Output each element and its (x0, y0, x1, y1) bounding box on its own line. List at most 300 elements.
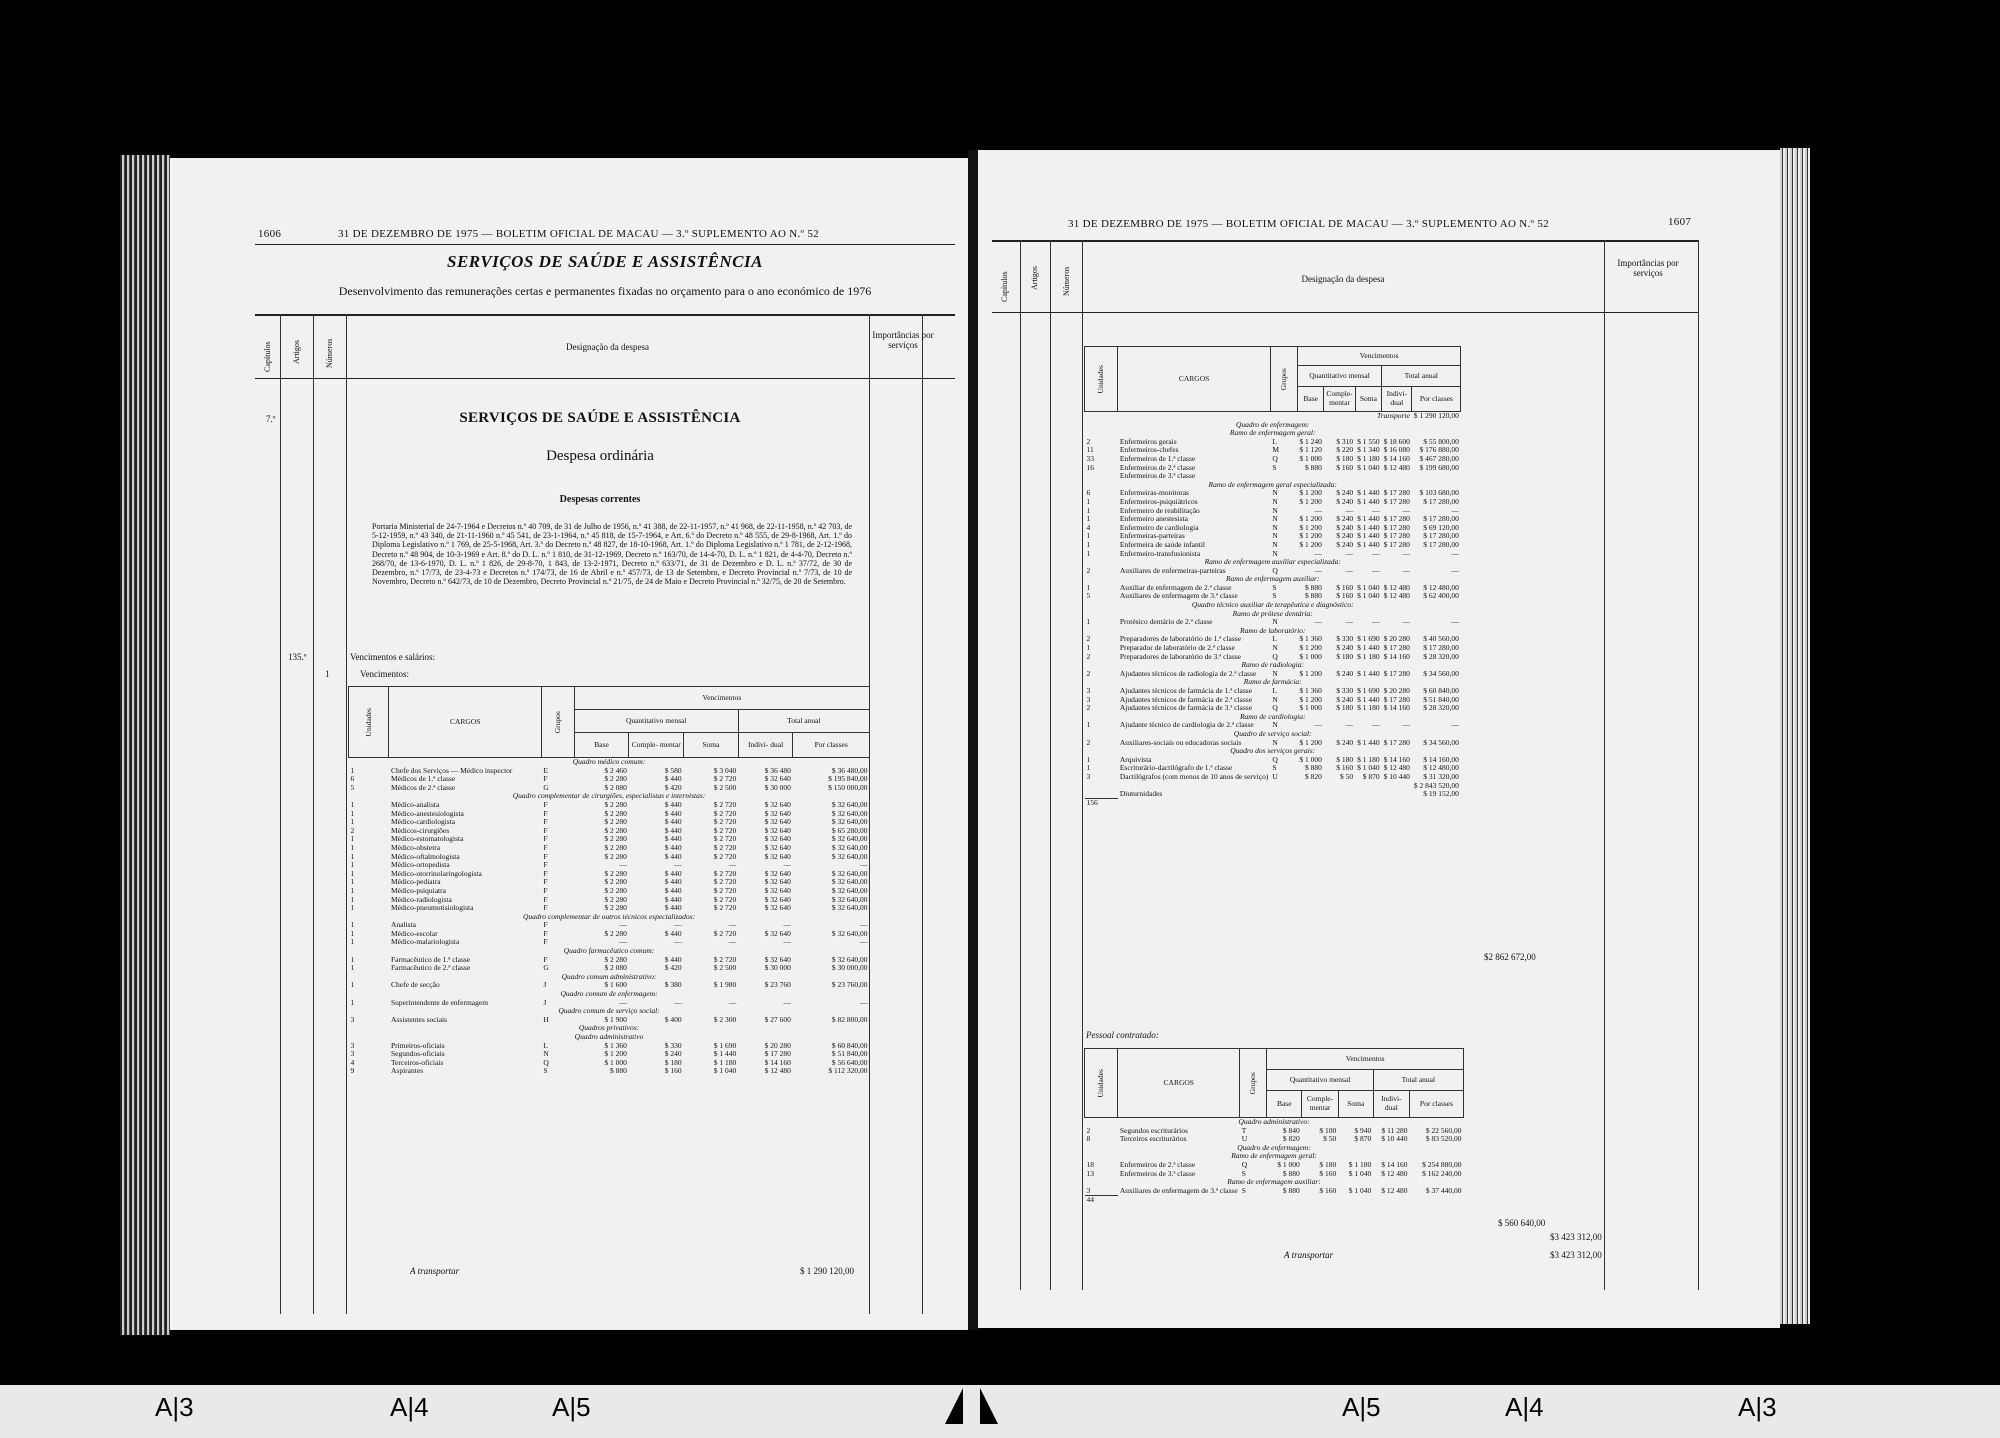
cell-grupo: Q (1272, 565, 1278, 575)
cell-units: 1 (350, 808, 355, 818)
cell-soma: $ 1 440 (1357, 531, 1380, 541)
cell-base: $ 2 080 (604, 782, 627, 792)
th-unidades: Unidades (363, 707, 373, 737)
cell-cargo: Médico-estomatologista (390, 834, 464, 844)
cell-complementar: $ 220 (1336, 445, 1354, 455)
cell-complementar: — (674, 860, 682, 870)
cell-soma: $ 1 440 (1357, 668, 1380, 678)
th-unidades: Unidades (1095, 1068, 1105, 1098)
cell-units: 1 (1086, 514, 1091, 524)
cell-complementar: — (1345, 617, 1354, 627)
cell-units: 1 (350, 868, 355, 878)
table-section-label: Ramo de enfermagem geral: (1229, 428, 1316, 438)
th-por-classes: Por classes (1409, 1091, 1463, 1118)
table-section-label: Quadro comum administrativo: (561, 971, 657, 981)
cell-base: $ 2 280 (604, 774, 627, 784)
th-grupos: Grupos (1247, 1071, 1257, 1095)
cell-units: 33 (1086, 453, 1094, 463)
th-total-anual: Total anual (1373, 1070, 1463, 1091)
cell-individual: $ 32 640 (764, 928, 791, 938)
cell-por-classes: — (860, 860, 868, 870)
cell-base: $ 2 280 (604, 799, 627, 809)
cell-units: 2 (350, 825, 355, 835)
cell-units: 1 (350, 860, 355, 870)
cell-soma: $ 2 720 (713, 885, 737, 895)
table-section-label: Quadro administrativo: (1238, 1117, 1310, 1126)
cell-grupo: N (1272, 720, 1278, 730)
cell-soma: $ 1 180 (1348, 1159, 1372, 1169)
cell-individual: — (1402, 565, 1410, 575)
film-strip (0, 1385, 2000, 1438)
transporte-label: Transporte (1376, 411, 1410, 420)
cell-individual: — (1402, 617, 1410, 627)
cell-complementar: $ 240 (1336, 643, 1354, 653)
cell-cargo: Primeiros-oficiais (390, 1040, 445, 1050)
cell-cargo: Enfermeiros de 2.ª classe (1119, 462, 1196, 472)
cell-base: $ 1 000 (1299, 453, 1322, 463)
cell-base: $ 2 280 (604, 903, 627, 913)
grand-total: $3 423 312,00 (1550, 1232, 1602, 1242)
cell-complementar: $ 440 (664, 834, 682, 844)
col-numeros: Números (325, 338, 334, 368)
cell-soma: $ 2 500 (713, 782, 737, 792)
cell-base: $ 820 (1305, 771, 1322, 781)
running-header: 31 DE DEZEMBRO DE 1975 — BOLETIM OFICIAL DE MACAU — 3.º SUPLEMENTO AO N.º 52 (338, 228, 819, 240)
cell-individual: $ 14 160 (764, 1057, 791, 1067)
cell-units: 2 (1086, 634, 1091, 644)
cell-soma: $ 2 300 (713, 1014, 737, 1024)
cell-cargo: Arquivista (1119, 754, 1152, 764)
cell-soma: $ 1 440 (713, 1049, 737, 1059)
cell-soma: $ 1 040 (1357, 462, 1380, 472)
cell-por-classes: $ 36 480,00 (831, 765, 868, 775)
cell-soma: $ 1 180 (1357, 651, 1380, 661)
cell-base: $ 2 080 (604, 963, 627, 973)
th-grupos: Grupos (552, 710, 562, 734)
table-row (1085, 773, 1461, 782)
cell-soma: $ 2 720 (713, 799, 737, 809)
cell-por-classes: $ 55 800,00 (1423, 436, 1459, 446)
cell-por-classes: $ 82 800,00 (831, 1014, 868, 1024)
cell-soma: $ 2 720 (713, 868, 737, 878)
cell-units: 1 (350, 997, 355, 1007)
cell-individual: $ 17 280 (1383, 496, 1410, 506)
cell-grupo: N (1272, 737, 1278, 747)
cell-cargo: Enfermeiros de 3.ª classe (1119, 471, 1196, 481)
cell-individual: $ 36 480 (764, 765, 791, 775)
cell-soma: $ 1 440 (1357, 488, 1380, 498)
cell-por-classes: $ 17 280,00 (1423, 514, 1459, 524)
cell-complementar: $ 440 (664, 877, 682, 887)
cell-grupo: M (1272, 445, 1279, 455)
cell-grupo: N (1272, 505, 1278, 515)
table-section-label: Quadro médico comum: (572, 757, 646, 766)
cell-grupo: N (1272, 496, 1278, 506)
cell-grupo: U (1272, 771, 1278, 781)
cell-base: $ 2 280 (604, 825, 627, 835)
col-capitulos: Capítulos (263, 341, 272, 372)
cell-grupo: G (543, 782, 549, 792)
cell-soma: $ 1 340 (1357, 445, 1380, 455)
cell-base: $ 1 200 (1299, 514, 1322, 524)
cell-complementar: $ 440 (664, 851, 682, 861)
cell-units: 4 (1086, 522, 1091, 532)
cell-base: — (1314, 505, 1322, 515)
cell-complementar: $ 160 (1319, 1168, 1337, 1178)
cell-grupo: F (543, 937, 548, 947)
cell-por-classes: $ 65 280,00 (831, 825, 868, 835)
th-soma: Soma (1338, 1091, 1373, 1118)
table-row (349, 913, 870, 922)
cell-complementar: — (674, 937, 682, 947)
th-soma: Soma (684, 733, 739, 758)
cell-complementar: $ 240 (1336, 496, 1354, 506)
cell-por-classes: $ 40 560,00 (1423, 634, 1459, 644)
cell-soma: $ 2 720 (713, 808, 737, 818)
cell-soma: $ 1 440 (1357, 514, 1380, 524)
cell-units: 1 (1086, 548, 1091, 558)
cell-base: $ 1 200 (1299, 496, 1322, 506)
cell-por-classes: $ 150 000,00 (828, 782, 868, 792)
cell-complementar: $ 440 (664, 928, 682, 938)
th-complementar: Comple- mentar (629, 733, 684, 758)
cell-base: $ 2 280 (604, 842, 627, 852)
cell-complementar: $ 440 (664, 825, 682, 835)
cell-grupo: F (543, 868, 548, 878)
cell-soma: $ 2 720 (713, 877, 737, 887)
cell-units: 18 (1086, 1159, 1094, 1169)
cell-units: 1 (1086, 720, 1091, 730)
cell-soma: — (1372, 505, 1380, 515)
cell-individual: $ 10 440 (1383, 771, 1410, 781)
a-transportar-label: A transportar (410, 1266, 460, 1276)
cell-base: $ 1 360 (1299, 634, 1322, 644)
cell-soma: $ 2 720 (713, 903, 737, 913)
cell-units: 3 (350, 1049, 355, 1059)
cell-units: 1 (1086, 539, 1091, 549)
cell-units: 3 (1086, 771, 1091, 781)
cell-cargo: Preparadores de laboratório de 1.ª classe (1119, 634, 1242, 644)
cell-individual: $ 32 640 (764, 834, 791, 844)
table-section-label: Quadro de enfermagem: (1237, 1142, 1311, 1152)
cell-grupo: S (1272, 591, 1277, 601)
cell-por-classes: $ 176 880,00 (1419, 445, 1459, 455)
cell-soma: $ 1 440 (1357, 522, 1380, 532)
cell-por-classes: $ 199 680,00 (1419, 462, 1459, 472)
a-transportar-value: $ 1 290 120,00 (800, 1266, 854, 1276)
cell-grupo: J (543, 980, 547, 990)
cell-cargo: Analista (390, 920, 416, 930)
cell-units: 8 (1086, 1134, 1091, 1144)
cell-cargo: Farmacêutico de 1.ª classe (390, 954, 471, 964)
cell-grupo: L (1272, 436, 1277, 446)
cell-base: $ 880 (610, 1066, 627, 1076)
cell-cargo: Médico-pneumotisiologista (390, 903, 474, 913)
cell-units (1085, 472, 1118, 481)
cell-por-classes: $ 56 640,00 (831, 1057, 868, 1067)
cell-soma: $ 1 180 (1357, 453, 1380, 463)
cell-complementar: — (674, 997, 682, 1007)
cell-soma: — (728, 937, 737, 947)
cell-soma: $ 870 (1362, 771, 1380, 781)
cell-por-classes: $ 32 640,00 (831, 868, 868, 878)
cell-units: 1 (350, 834, 355, 844)
cell-cargo: Terceiros-oficiais (390, 1057, 444, 1067)
table-section-label: Ramo de cardiologia: (1239, 711, 1306, 721)
cell-soma: $ 1 690 (713, 1040, 737, 1050)
cell-base: $ 880 (1305, 582, 1322, 592)
cell-soma: $ 1 440 (1357, 694, 1380, 704)
cell-individual: — (783, 937, 791, 947)
cell-cargo: Ajudante técnico de cardiologia de 2.ª classe (1119, 720, 1254, 730)
cell-grupo: H (543, 1014, 549, 1024)
th-individual: Indivi- dual (738, 733, 793, 758)
cell-individual: — (783, 997, 791, 1007)
units-total-1: 156 (1085, 799, 1118, 808)
cell-base: $ 1 200 (1299, 643, 1322, 653)
cell-units: 6 (350, 774, 355, 784)
cell-units: 16 (1086, 462, 1094, 472)
col-importancias: Importâncias por serviços (872, 330, 934, 350)
cell-base: $ 2 280 (604, 851, 627, 861)
cell-units: 1 (1086, 531, 1091, 541)
cell-por-classes: $ 28 320,00 (1423, 703, 1459, 713)
col-designacao: Designação da despesa (566, 342, 649, 352)
cell-base: $ 1 200 (1299, 737, 1322, 747)
th-quantitativo: Quantitativo mensal (1297, 366, 1381, 387)
cell-complementar: $ 440 (664, 817, 682, 827)
cell-grupo: L (1272, 634, 1277, 644)
cell-grupo: U (1241, 1134, 1248, 1144)
cell-grupo: F (543, 808, 548, 818)
cell-units: 11 (1086, 445, 1094, 455)
th-soma: Soma (1355, 387, 1382, 412)
cell-soma: $ 1 690 (1357, 686, 1380, 695)
cell-grupo: F (543, 903, 548, 913)
cell-units: 1 (350, 963, 355, 973)
cell-por-classes: $ 103 680,00 (1419, 488, 1459, 498)
cell-units: 13 (1086, 1168, 1094, 1178)
cell-units: 2 (1086, 436, 1091, 446)
cell-base: $ 1 200 (1299, 539, 1322, 549)
cell-por-classes: $ 32 640,00 (831, 808, 868, 818)
cell-base: — (619, 997, 627, 1007)
cell-units: 1 (350, 765, 355, 775)
cell-individual: $ 17 280 (1383, 522, 1410, 532)
cell-individual: $ 12 480 (1381, 1168, 1408, 1178)
table-section-label: Ramo de laboratório: (1240, 625, 1306, 635)
cell-individual: $ 32 640 (764, 808, 791, 818)
cell-cargo: Ajudantes técnicos de radiologia de 2.ª classe (1119, 668, 1257, 678)
cell-grupo: S (543, 1066, 548, 1076)
cell-complementar: $ 180 (1336, 453, 1354, 463)
legal-text: Portaria Ministerial de 24-7-1964 e Decretos n.º 40 709, de 31 de Julho de 1956, n.º 41 388, de 22-11-1957, n.º 41 968, de 22-11-1958, n.º 42 703, de 5-12-1959, n.º 43 340, de 21-11-1960 n.º 45 541, de 23-1-1964, n.º 45 818, de 15-7-1964, e Art. 6.º do Decreto n.º 48 555, de 29-8-1968, Art. 1.º do Diploma Legislativo n.º 1 769, de 25-5-1968, Art. 3.º do Decreto n.º 48 827, de 18-10-1968, Art. 1.º do Diploma Legislativo n.º 1 781, de 2-12-1968, Decreto n.º 48 904, de 10-3-1969 e Art. 8.º do D. L. n.º 1 810, de 31-12-1969, Decreto n.º 163/70, de 14-4-70, D. L. n.º 1 821, de 4-4-70, Decreto n.º 268/70, de 13-6-1970, D. L. n.º 1 826, de 29-8-70, 1 843, de 13-2-1971, Decreto n.º 633/71, de 31 de Dezembro e D. L. n.º 37/72, de 30 de Dezembro, n.º 17/73, de 23-4-73 e Decretos n.º 174/73, de 16 de Abril e n.º 457/73, de 13 de Setembro, e Decreto Provincial n.º 7/73, de 10 de Novembro, Decreto n.º 642/73, de 10 de Dezembro, Decreto Provincial n.º 21/75, de 24 de Maio e Decreto Provincial n.º 32/75, de 20 de Setembro. (372, 522, 852, 587)
cell-complementar: $ 440 (664, 954, 682, 964)
cell-grupo: L (1272, 686, 1277, 695)
cell-individual: $ 32 640 (764, 877, 791, 887)
cell-por-classes: $ 34 560,00 (1423, 668, 1459, 678)
cell-cargo: Preparador de laboratório de 2.ª classe (1119, 643, 1235, 653)
cell-units: 3 (1086, 694, 1091, 704)
page-number: 1606 (258, 228, 282, 240)
cell-grupo: Q (1272, 703, 1278, 713)
cell-units: 1 (350, 885, 355, 895)
cell-complementar: $ 580 (664, 765, 682, 775)
cell-individual: $ 32 640 (764, 842, 791, 852)
cell-soma: — (1372, 565, 1380, 575)
cell-grupo: F (543, 877, 548, 887)
cell-por-classes: $ 31 320,00 (1423, 771, 1459, 781)
cell-base: $ 2 280 (604, 808, 627, 818)
cell-individual: $ 14 160 (1383, 754, 1410, 764)
cell-soma: — (728, 860, 737, 870)
cell-base: $ 1 200 (1299, 694, 1322, 704)
cell-units: 4 (350, 1057, 355, 1067)
cell-soma: $ 940 (1354, 1125, 1372, 1135)
cell-base: — (1314, 565, 1322, 575)
cell-soma: $ 870 (1354, 1134, 1372, 1144)
cell-soma: $ 1 440 (1357, 539, 1380, 549)
cell-soma: $ 1 180 (1357, 754, 1380, 764)
table-section-label: Quadros privativos: (578, 1023, 640, 1033)
cell-grupo: F (543, 954, 548, 964)
cell-por-classes: $ 32 640,00 (831, 894, 868, 904)
cell-complementar: $ 240 (1336, 539, 1354, 549)
cell-individual: $ 11 280 (1381, 1125, 1408, 1135)
cell-individual: $ 17 280 (1383, 514, 1410, 524)
cell-units: 1 (350, 842, 355, 852)
cell-por-classes: $ 83 520,00 (1425, 1134, 1462, 1144)
cell-soma: $ 1 040 (1357, 582, 1380, 592)
cell-units: 1 (1086, 505, 1091, 515)
table-section-label: Quadro complementar de cirurgiões, especialistas e internistas: (512, 791, 706, 801)
cell-units: 1 (350, 799, 355, 809)
cell-base: $ 2 460 (604, 765, 627, 775)
th-individual: Indivi- dual (1373, 1091, 1409, 1118)
cell-complementar: — (1345, 548, 1354, 558)
cell-complementar: $ 160 (664, 1066, 682, 1076)
section-total-2: $ 560 640,00 (1498, 1218, 1546, 1228)
col-artigos: Artigos (292, 340, 301, 364)
cell-cargo: Enfermeiro de reabilitação (1119, 505, 1200, 515)
cell-base: — (619, 860, 627, 870)
cell-base: — (1314, 548, 1322, 558)
diuturnidades-value: $ 19 152,00 (1423, 789, 1459, 799)
cell-base: $ 1 200 (1299, 668, 1322, 678)
cell-complementar: $ 310 (1336, 436, 1354, 446)
cell-complementar: $ 420 (664, 963, 682, 973)
cell-base: $ 1 200 (604, 1049, 627, 1059)
pin-left-icon (945, 1388, 963, 1424)
table-section-label: Quadro técnico auxiliar de terapêutica e diagnóstico: (1191, 600, 1354, 610)
cell-base: $ 1 200 (1299, 488, 1322, 498)
cell-base: $ 1 000 (1299, 754, 1322, 764)
cell-soma: $ 2 720 (713, 851, 737, 861)
cell-base: $ 820 (1282, 1134, 1300, 1144)
cell-cargo: Auxiliares-sociais ou educadoras sociais (1119, 737, 1242, 747)
th-vencimentos: Vencimentos (574, 687, 869, 710)
cell-base: $ 2 280 (604, 834, 627, 844)
cell-units: 9 (350, 1066, 355, 1076)
cell-grupo: F (543, 842, 548, 852)
th-cargos: CARGOS (1118, 347, 1271, 412)
cell-soma: $ 2 720 (713, 817, 737, 827)
page-subtitle: Desenvolvimento das remunerações certas e permanentes fixadas no orçamento para o ano económico de 1976 (338, 284, 872, 298)
cell-por-classes: $ 22 560,00 (1425, 1125, 1462, 1135)
th-quantitativo: Quantitativo mensal (1267, 1070, 1373, 1091)
table-row (1085, 1187, 1464, 1196)
cell-complementar: $ 440 (664, 885, 682, 895)
cell-soma: $ 2 500 (713, 963, 737, 973)
table-section-label: Quadro de enfermagem: (1235, 419, 1310, 429)
cell-grupo: N (1272, 668, 1278, 678)
cell-individual: $ 14 160 (1383, 651, 1410, 661)
cell-base: — (1314, 720, 1322, 730)
cell-cargo: Segundos escriturários (1119, 1125, 1188, 1135)
cell-soma: $ 1 040 (1348, 1186, 1372, 1195)
film-marker: A|4 (390, 1392, 429, 1422)
cell-individual: $ 32 640 (764, 868, 791, 878)
cell-units: 5 (350, 782, 355, 792)
cell-individual: — (1402, 548, 1410, 558)
cell-complementar: $ 240 (1336, 737, 1354, 747)
cell-individual: $ 17 280 (1383, 539, 1410, 549)
cell-cargo: Médico-oftalmologista (390, 851, 460, 861)
cell-complementar: — (1345, 565, 1354, 575)
cell-grupo: N (1272, 617, 1278, 627)
cell-por-classes: $ 17 280,00 (1423, 643, 1459, 653)
cell-cargo: Médicos de 2.ª classe (390, 782, 456, 792)
cell-por-classes: $ 32 640,00 (831, 877, 868, 887)
cell-individual: $ 16 080 (1383, 445, 1410, 455)
cell-units: 3 (350, 1014, 355, 1024)
cell-grupo: F (543, 774, 548, 784)
cell-por-classes: — (860, 920, 868, 930)
cell-grupo: N (1272, 514, 1278, 524)
film-marker: A|5 (1342, 1392, 1381, 1422)
table-row (349, 1059, 870, 1068)
page-title: SERVIÇOS DE SAÚDE E ASSISTÊNCIA (447, 252, 763, 271)
cell-por-classes: $ 17 280,00 (1423, 539, 1459, 549)
cell-complementar: $ 420 (664, 782, 682, 792)
cell-cargo: Enfermeiro anestesista (1119, 514, 1188, 524)
cell-soma: $ 1 180 (713, 1057, 737, 1067)
table-section-label: Quadro complementar de outros técnicos especializados: (522, 911, 696, 921)
cell-base: $ 880 (1305, 591, 1322, 601)
cell-por-classes: $ 254 880,00 (1422, 1159, 1462, 1169)
cell-base: $ 2 280 (604, 894, 627, 904)
cell-soma: $ 1 040 (1357, 763, 1380, 773)
cell-grupo: S (1241, 1186, 1246, 1195)
cell-individual: $ 14 160 (1383, 703, 1410, 713)
cell-por-classes (1412, 472, 1461, 481)
cell-units: 1 (350, 851, 355, 861)
th-total-anual: Total anual (738, 710, 869, 733)
cell-units: 3 (1086, 1185, 1091, 1195)
cell-por-classes: — (860, 997, 868, 1007)
cell-base: $ 1 120 (1299, 445, 1322, 455)
cell-grupo: S (1272, 582, 1277, 592)
cell-units: 6 (1086, 488, 1091, 498)
cell-complementar: $ 330 (664, 1040, 682, 1050)
cell-base: $ 880 (1282, 1186, 1300, 1195)
salary-table-left (348, 686, 870, 1076)
cell-cargo: Enfermeiros gerais (1119, 436, 1177, 446)
units-total-2: 44 (1085, 1196, 1118, 1205)
cell-complementar: $ 330 (1336, 634, 1354, 644)
cell-individual: $ 12 480 (764, 1066, 791, 1076)
th-unidades: Unidades (1095, 364, 1105, 394)
